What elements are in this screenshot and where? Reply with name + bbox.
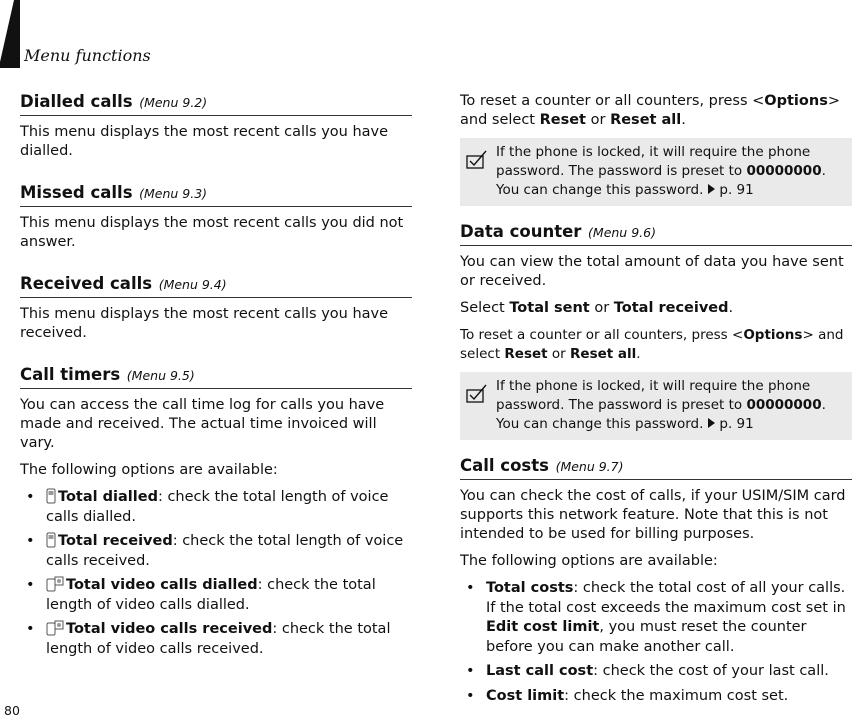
dialled-calls-text: This menu displays the most recent calls you have dialled. bbox=[20, 124, 389, 159]
call-costs-options-intro: The following options are available: bbox=[460, 553, 718, 569]
checkmark-note-icon bbox=[466, 150, 488, 170]
video-call-icon bbox=[46, 620, 64, 636]
checkmark-note-icon bbox=[466, 384, 488, 404]
list-item: • Total video calls dialled: check the total length of video calls dialled. bbox=[26, 577, 376, 613]
list-item: • Total received: check the total length of voice calls received. bbox=[26, 533, 404, 569]
note-box: If the phone is locked, it will require the phone password. The password is preset to 00000000. You can change this password. p. 91 bbox=[460, 372, 852, 440]
list-item: • Cost limit: check the maximum cost set. bbox=[466, 687, 789, 704]
received-calls-heading: Received calls (Menu 9.4) bbox=[20, 274, 412, 298]
missed-calls-text: This menu displays the most recent calls you did not answer. bbox=[20, 215, 404, 250]
list-item: • Total video calls received: check the total length of video calls received. bbox=[26, 621, 391, 657]
note-box: If the phone is locked, it will require the phone password. The password is preset to 00000000. You can change this password. p. 91 bbox=[460, 138, 852, 206]
header-title: Menu functions bbox=[24, 46, 151, 65]
call-costs-heading: Call costs (Menu 9.7) bbox=[460, 456, 852, 480]
list-item: • Last call cost: check the cost of your last call. bbox=[466, 663, 829, 679]
reset-instructions: To reset a counter or all counters, press <Options> and select Reset or Reset all. bbox=[460, 327, 844, 362]
call-timers-heading: Call timers (Menu 9.5) bbox=[20, 365, 412, 389]
page-reference-arrow-icon bbox=[708, 418, 715, 428]
received-calls-text: This menu displays the most recent calls you have received. bbox=[20, 306, 389, 341]
reset-instructions: To reset a counter or all counters, press <Options> and select Reset or Reset all. bbox=[460, 93, 840, 128]
call-costs-text: You can check the cost of calls, if your USIM/SIM card supports this network feature. Note that this is not intended to be used for billing purposes. bbox=[460, 488, 846, 542]
call-costs-options bbox=[460, 579, 852, 706]
data-counter-text: You can view the total amount of data you have sent or received. bbox=[460, 254, 844, 289]
missed-calls-heading: Missed calls (Menu 9.3) bbox=[20, 183, 412, 207]
video-call-icon bbox=[46, 576, 64, 592]
call-timers-text: You can access the call time log for calls you have made and received. The actual time invoiced will vary. bbox=[20, 397, 385, 451]
voice-call-icon bbox=[46, 532, 56, 548]
dialled-calls-heading: Dialled calls (Menu 9.2) bbox=[20, 92, 412, 116]
voice-call-icon bbox=[46, 488, 56, 504]
page-reference-arrow-icon bbox=[708, 184, 715, 194]
left-column bbox=[20, 92, 412, 664]
list-item: • Total dialled: check the total length of voice calls dialled. bbox=[26, 489, 389, 525]
list-item: • Total costs: check the total cost of all your calls. If the total cost exceeds the maximum cost set in Edit cost limit, you must reset the counter before you can make another call. bbox=[466, 580, 846, 655]
data-counter-heading: Data counter (Menu 9.6) bbox=[460, 222, 852, 246]
header-bar bbox=[0, 0, 20, 68]
call-timers-options bbox=[20, 488, 412, 659]
page-number: 80 bbox=[4, 703, 20, 718]
right-column bbox=[460, 92, 852, 711]
data-counter-select: Select Total sent or Total received. bbox=[460, 300, 734, 316]
call-timers-options-intro: The following options are available: bbox=[20, 462, 278, 478]
